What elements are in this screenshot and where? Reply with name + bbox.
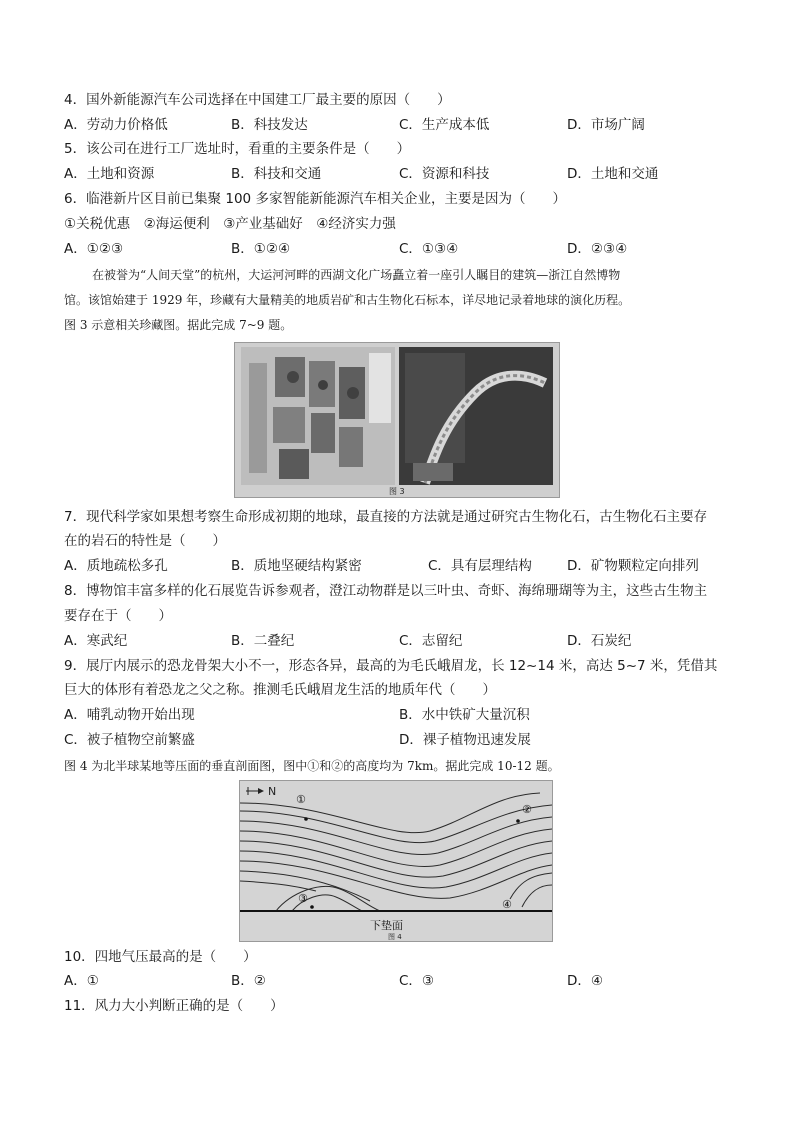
q7-option-d: D．矿物颗粒定向排列 — [567, 558, 699, 574]
q7-option-a: A．质地疏松多孔 — [64, 558, 168, 574]
surface-label: 下垫面 — [370, 919, 403, 932]
q7-option-c: C．具有层理结构 — [428, 558, 532, 574]
q8-option-b: B．二叠纪 — [231, 633, 295, 649]
intro2: 图 4 为北半球某地等压面的垂直剖面图，图中①和②的高度均为 7km。据此完成 10-12 题。 — [64, 759, 560, 773]
q5-option-b: B．科技和交通 — [231, 166, 322, 182]
q9-line2: 巨大的体形有着恐龙之父之称。推测毛氏峨眉龙生活的地质年代（ ） — [64, 682, 496, 698]
q4-option-c: C．生产成本低 — [399, 117, 490, 133]
q5-option-a: A．土地和资源 — [64, 166, 155, 182]
figure-4-north-label: N — [268, 785, 277, 798]
q11-stem: 11．风力大小判断正确的是（ ） — [64, 998, 284, 1014]
figure-3-photos — [235, 343, 559, 497]
q6-option-a: A．①②③ — [64, 241, 124, 257]
q8-option-d: D．石炭纪 — [567, 633, 632, 649]
point-2-dot — [516, 819, 520, 823]
q6-stem: 6．临港新片区目前已集聚 100 多家智能新能源汽车相关企业，主要是因为（ ） — [64, 191, 566, 207]
q10-option-b: B．② — [231, 973, 266, 989]
q5-option-c: C．资源和科技 — [399, 166, 490, 182]
point-3-dot — [310, 905, 314, 909]
q10-stem: 10．四地气压最高的是（ ） — [64, 949, 257, 965]
q9-option-c: C．被子植物空前繁盛 — [64, 732, 195, 748]
q6-option-b: B．①②④ — [231, 241, 291, 257]
q6-option-d: D．②③④ — [567, 241, 628, 257]
q8-option-a: A．寒武纪 — [64, 633, 128, 649]
q4-option-b: B．科技发达 — [231, 117, 308, 133]
point-2-label: ② — [522, 803, 532, 816]
q4-stem: 4．国外新能源汽车公司选择在中国建工厂最主要的原因（ ） — [64, 92, 451, 108]
q9-line1: 9．展厅内展示的恐龙骨架大小不一，形态各异，最高的为毛氏峨眉龙，长 12~14 米，高达 5~7 米，凭借其 — [64, 658, 718, 674]
figure-4-caption: 图 4 — [388, 933, 402, 941]
figure-4 — [239, 780, 553, 942]
q7-line1: 7．现代科学家如果想考察生命形成初期的地球，最直接的方法就是通过研究古生物化石，古生物化石主要存 — [64, 509, 708, 525]
q8-line2: 要存在于（ ） — [64, 608, 172, 624]
intro1-line1: 在被誉为“人间天堂”的杭州，大运河河畔的西湖文化广场矗立着一座引人瞩目的建筑—浙江自然博物 — [92, 268, 621, 282]
intro1-line3: 图 3 示意相关珍藏图。据此完成 7~9 题。 — [64, 318, 293, 332]
q6-sub-items: ①关税优惠 ②海运便利 ③产业基础好 ④经济实力强 — [64, 216, 396, 232]
q5-option-d: D．土地和交通 — [567, 166, 659, 182]
point-4-label: ④ — [502, 898, 512, 911]
q8-option-c: C．志留纪 — [399, 633, 463, 649]
q9-option-a: A．哺乳动物开始出现 — [64, 707, 195, 723]
figure-4-isobar-diagram — [240, 781, 552, 941]
point-1-dot — [304, 817, 308, 821]
q10-option-a: A．① — [64, 973, 99, 989]
point-3-label: ③ — [298, 892, 308, 905]
figure-3 — [234, 342, 560, 498]
q6-option-c: C．①③④ — [399, 241, 459, 257]
point-1-label: ① — [296, 793, 306, 806]
figure-3-caption: 图 3 — [389, 487, 405, 496]
q7-option-b: B．质地坚硬结构紧密 — [231, 558, 362, 574]
q7-line2: 在的岩石的特性是（ ） — [64, 533, 226, 549]
intro1-line2: 馆。该馆始建于 1929 年，珍藏有大量精美的地质岩矿和古生物化石标本，详尽地记录着地球的演化历程。 — [64, 293, 631, 307]
q8-line1: 8．博物馆丰富多样的化石展览告诉参观者，澄江动物群是以三叶虫、奇虾、海绵珊瑚等为主，这些古生物主 — [64, 583, 708, 599]
q4-option-d: D．市场广阔 — [567, 117, 645, 133]
q9-option-b: B．水中铁矿大量沉积 — [399, 707, 530, 723]
q9-option-d: D．裸子植物迅速发展 — [399, 732, 531, 748]
q5-stem: 5．该公司在进行工厂选址时，看重的主要条件是（ ） — [64, 141, 411, 157]
q10-option-d: D．④ — [567, 973, 603, 989]
q4-option-a: A．劳动力价格低 — [64, 117, 168, 133]
q10-option-c: C．③ — [399, 973, 435, 989]
